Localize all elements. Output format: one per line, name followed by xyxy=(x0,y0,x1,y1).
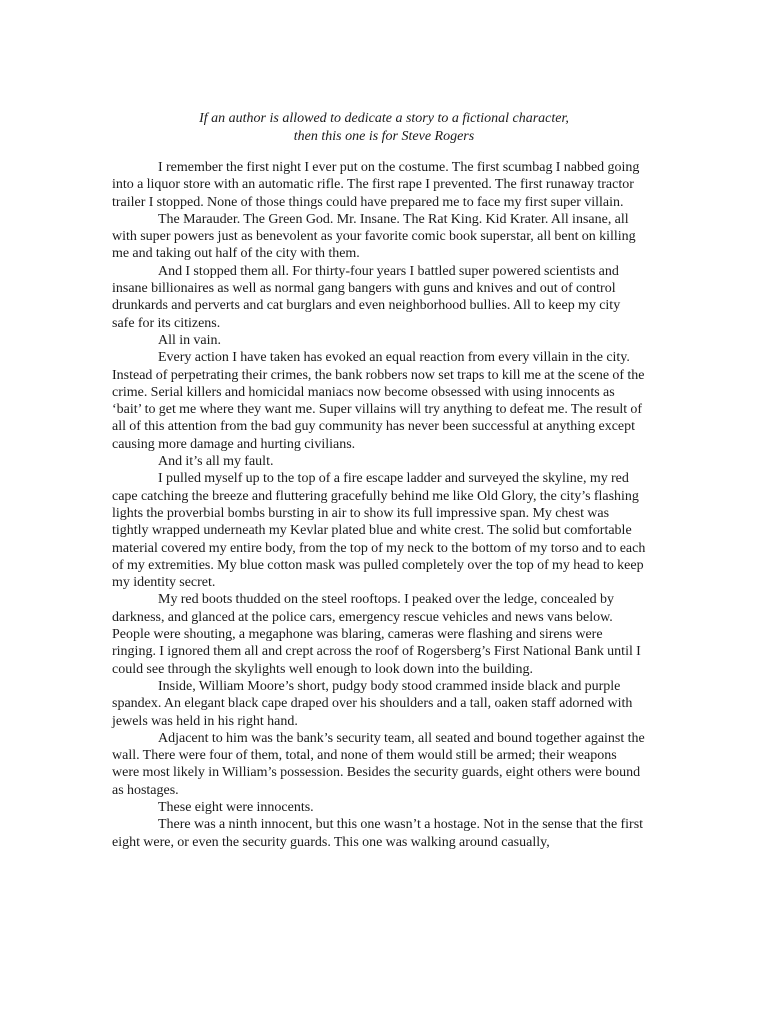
paragraph: My red boots thudded on the steel rooftops. I peaked over the ledge, concealed by darkness, and glanced at the police cars, emergency rescue vehicles and news vans below. People were shouting, a megaphone was blaring, cameras were flashing and sirens were ringing. I ignored them all and crept across the roof of Rogersberg’s First National Bank until I could see through the skylights well enough to look down into the building. xyxy=(112,592,641,677)
paragraph: I pulled myself up to the top of a fire escape ladder and surveyed the skyline, my red cape catching the breeze and fluttering gracefully behind me like Old Glory, the city’s flashing lights the proverbial bombs bursting in air to show its full impressive span. My chest was tightly wrapped underneath my Kevlar plated blue and white crest. The solid but comfortable material covered my entire body, from the top of my neck to the bottom of my torso and to each of my extremities. My blue cotton mask was pulled completely over the top of my head to keep my identity secret. xyxy=(112,471,646,591)
paragraph: Every action I have taken has evoked an equal reaction from every villain in the city. Instead of perpetrating their crimes, the bank robbers now set traps to kill me at the scene of the crime. Serial killers and homicidal maniacs now become obsessed with using innocents as ‘bait’ to get me where they want me. Super villains will try anything to defeat me. The result of all of this attention from the bad guy community has never been successful at anything except causing more damage and hurting civilians. xyxy=(112,350,645,452)
paragraph: I remember the first night I ever put on the costume. The first scumbag I nabbed going into a liquor store with an automatic rifle. The first rape I prevented. The first runaway tractor trailer I stopped. None of those things could have prepared me to face my first super villain. xyxy=(112,160,640,210)
dedication-line-1: If an author is allowed to dedicate a story to a fictional character, xyxy=(199,111,569,126)
paragraph: These eight were innocents. xyxy=(158,799,314,815)
paragraph: There was a ninth innocent, but this one wasn’t a hostage. Not in the sense that the first eight were, or even the security guards. This one was walking around casually, xyxy=(112,817,644,850)
paragraph: Inside, William Moore’s short, pudgy body stood crammed inside black and purple spandex. An elegant black cape draped over his shoulders and a tall, oaken staff adorned with jewels was held in his right hand. xyxy=(112,678,633,729)
paragraph: And it’s all my fault. xyxy=(158,454,274,470)
paragraph: Adjacent to him was the bank’s security team, all seated and bound together against the wall. There were four of them, total, and none of them would still be armed; their weapons were most likely in William’s possession. Besides the security guards, eight others were bound as hostages. xyxy=(112,730,645,798)
dedication-line-2: then this one is for Steve Rogers xyxy=(293,128,475,144)
story-body xyxy=(112,159,646,851)
paragraph: The Marauder. The Green God. Mr. Insane. The Rat King. Kid Krater. All insane, all with super powers just as benevolent as your favorite comic book superstar, all bent on killing me and taking out half of the city with them. xyxy=(112,211,636,262)
paragraph: And I stopped them all. For thirty-four years I battled super powered scientists and insane billionaires as well as normal gang bangers with guns and knives and out of control drunkards and perverts and cat burglars and even neighborhood bullies. All to keep my city safe for its citizens. xyxy=(112,263,621,331)
paragraph: All in vain. xyxy=(158,332,221,348)
dedication xyxy=(0,110,768,145)
